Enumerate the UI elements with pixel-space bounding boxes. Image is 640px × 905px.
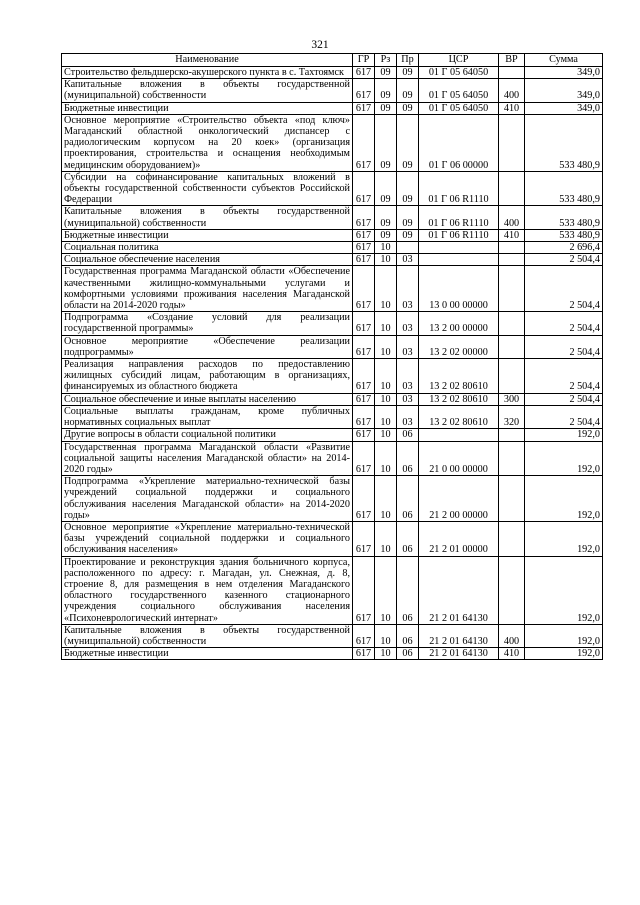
budget-table [61,53,603,660]
cell-csr: 01 Г 05 64050 [419,102,499,114]
cell-sum: 2 504,4 [525,359,603,394]
table-row [62,393,603,405]
table-row [62,624,603,647]
cell-pr: 03 [397,312,419,335]
cell-gr: 617 [353,67,375,79]
cell-sum: 533 480,9 [525,114,603,171]
cell-vr: 320 [499,405,525,428]
cell-name: Государственная программа Магаданской области «Обеспечение качественными жилищно-коммунальными услугами и комфортными условиями проживания населения Магаданской области на 2014-2020 годы» [62,266,353,312]
cell-name: Проектирование и реконструкция здания больничного корпуса, расположенного по адресу: г. Магадан, ул. Снежная, д. 8, строение 8, для размещения в нем отделения Магаданского областного государственного казенного стационарного учреждения социального обслуживания населения «Психоневрологический интернат» [62,556,353,624]
cell-gr: 617 [353,521,375,556]
table-row [62,476,603,522]
cell-pr: 09 [397,171,419,206]
cell-csr: 01 Г 05 64050 [419,79,499,102]
cell-pr: 06 [397,648,419,660]
cell-pr: 09 [397,79,419,102]
cell-csr: 21 2 01 64130 [419,556,499,624]
cell-gr: 617 [353,242,375,254]
cell-sum: 2 504,4 [525,312,603,335]
cell-csr: 21 2 01 64130 [419,648,499,660]
table-row [62,312,603,335]
cell-gr: 617 [353,335,375,358]
cell-sum: 533 480,9 [525,171,603,206]
cell-rz: 09 [375,102,397,114]
cell-gr: 617 [353,171,375,206]
table-row [62,114,603,171]
cell-vr: 400 [499,79,525,102]
cell-vr [499,266,525,312]
cell-vr: 410 [499,102,525,114]
cell-csr: 21 0 00 00000 [419,441,499,476]
cell-rz: 10 [375,335,397,358]
cell-gr: 617 [353,254,375,266]
cell-csr: 01 Г 06 R1110 [419,229,499,241]
cell-csr [419,429,499,441]
cell-name: Основное мероприятие «Обеспечение реализации подпрограммы» [62,335,353,358]
cell-gr: 617 [353,405,375,428]
cell-rz: 10 [375,429,397,441]
cell-rz: 10 [375,556,397,624]
cell-gr: 617 [353,556,375,624]
cell-name: Бюджетные инвестиции [62,648,353,660]
table-row [62,648,603,660]
cell-gr: 617 [353,359,375,394]
cell-name: Капитальные вложения в объекты государственной (муниципальной) собственности [62,206,353,229]
table-row [62,242,603,254]
cell-csr: 01 Г 06 00000 [419,114,499,171]
cell-sum: 533 480,9 [525,206,603,229]
header-name: Наименование [62,54,353,67]
cell-name: Капитальные вложения в объекты государственной (муниципальной) собственности [62,79,353,102]
cell-rz: 10 [375,648,397,660]
cell-sum: 192,0 [525,441,603,476]
cell-gr: 617 [353,229,375,241]
cell-csr [419,254,499,266]
cell-name: Бюджетные инвестиции [62,229,353,241]
cell-vr [499,521,525,556]
cell-rz: 09 [375,114,397,171]
cell-name: Субсидии на софинансирование капитальных вложений в объекты государственной собственности субъектов Российской Федерации [62,171,353,206]
cell-pr: 06 [397,521,419,556]
cell-gr: 617 [353,102,375,114]
cell-vr: 410 [499,229,525,241]
cell-name: Другие вопросы в области социальной политики [62,429,353,441]
cell-vr [499,335,525,358]
cell-rz: 10 [375,254,397,266]
cell-rz: 10 [375,624,397,647]
cell-pr: 09 [397,102,419,114]
table-row [62,429,603,441]
cell-gr: 617 [353,114,375,171]
cell-name: Основное мероприятие «Строительство объекта «под ключ» Магаданский областной онкологический диспансер с радиологическим корпусом на 20 коек» (организация проектирования, строительства и оснащения необходимым медицинским оборудованием)» [62,114,353,171]
cell-sum: 349,0 [525,102,603,114]
cell-name: Социальное обеспечение и иные выплаты населению [62,393,353,405]
cell-name: Реализация направления расходов по предоставлению жилищных субсидий лицам, работающим в организациях, финансируемых из областного бюджета [62,359,353,394]
cell-csr: 13 2 00 00000 [419,312,499,335]
cell-sum: 2 696,4 [525,242,603,254]
cell-name: Строительство фельдшерско-акушерского пункта в с. Тахтоямск [62,67,353,79]
cell-csr: 13 2 02 80610 [419,393,499,405]
cell-rz: 10 [375,521,397,556]
cell-vr [499,441,525,476]
cell-rz: 10 [375,476,397,522]
table-row [62,521,603,556]
cell-pr: 03 [397,393,419,405]
cell-csr: 01 Г 06 R1110 [419,171,499,206]
cell-vr [499,429,525,441]
cell-vr [499,171,525,206]
cell-rz: 09 [375,171,397,206]
header-csr: ЦСР [419,54,499,67]
cell-rz: 09 [375,206,397,229]
cell-rz: 10 [375,266,397,312]
cell-sum: 349,0 [525,79,603,102]
cell-pr [397,242,419,254]
cell-sum: 192,0 [525,521,603,556]
table-row [62,67,603,79]
cell-sum: 192,0 [525,648,603,660]
cell-sum: 2 504,4 [525,254,603,266]
cell-vr [499,556,525,624]
header-pr: Пр [397,54,419,67]
cell-vr: 400 [499,624,525,647]
cell-name: Социальное обеспечение населения [62,254,353,266]
cell-pr: 09 [397,229,419,241]
table-row [62,171,603,206]
cell-pr: 09 [397,114,419,171]
cell-csr: 13 2 02 80610 [419,359,499,394]
cell-name: Бюджетные инвестиции [62,102,353,114]
cell-pr: 06 [397,556,419,624]
cell-vr [499,114,525,171]
cell-vr [499,359,525,394]
cell-rz: 10 [375,441,397,476]
cell-sum: 2 504,4 [525,266,603,312]
cell-rz: 10 [375,242,397,254]
table-row [62,79,603,102]
cell-csr: 13 0 00 00000 [419,266,499,312]
cell-vr: 300 [499,393,525,405]
cell-vr [499,67,525,79]
cell-gr: 617 [353,206,375,229]
cell-pr: 06 [397,441,419,476]
cell-csr: 21 2 01 64130 [419,624,499,647]
cell-csr [419,242,499,254]
cell-name: Государственная программа Магаданской области «Развитие социальной защиты населения Магаданской области» на 2014-2020 годы» [62,441,353,476]
cell-vr [499,242,525,254]
cell-csr: 01 Г 05 64050 [419,67,499,79]
cell-vr [499,254,525,266]
cell-pr: 09 [397,206,419,229]
cell-pr: 03 [397,335,419,358]
cell-vr [499,312,525,335]
table-row [62,441,603,476]
cell-rz: 10 [375,405,397,428]
table-row [62,266,603,312]
cell-csr: 13 2 02 00000 [419,335,499,358]
cell-pr: 06 [397,429,419,441]
cell-vr: 410 [499,648,525,660]
cell-pr: 06 [397,624,419,647]
cell-rz: 10 [375,359,397,394]
cell-name: Основное мероприятие «Укрепление материально-технической базы учреждений социальной поддержки и социального обслуживания населения» [62,521,353,556]
cell-name: Подпрограмма «Создание условий для реализации государственной программы» [62,312,353,335]
cell-sum: 349,0 [525,67,603,79]
cell-rz: 10 [375,312,397,335]
cell-name: Социальная политика [62,242,353,254]
cell-sum: 192,0 [525,429,603,441]
cell-gr: 617 [353,648,375,660]
header-vr: ВР [499,54,525,67]
cell-rz: 09 [375,229,397,241]
cell-gr: 617 [353,624,375,647]
cell-gr: 617 [353,476,375,522]
header-rz: Рз [375,54,397,67]
cell-csr: 21 2 01 00000 [419,521,499,556]
cell-gr: 617 [353,266,375,312]
cell-rz: 09 [375,79,397,102]
page-number: 321 [311,39,329,51]
cell-gr: 617 [353,429,375,441]
cell-gr: 617 [353,312,375,335]
cell-gr: 617 [353,441,375,476]
cell-csr: 01 Г 06 R1110 [419,206,499,229]
table-header-row [62,54,603,67]
cell-sum: 2 504,4 [525,335,603,358]
table-row [62,254,603,266]
table-row [62,359,603,394]
cell-pr: 03 [397,266,419,312]
table-row [62,229,603,241]
cell-csr: 21 2 00 00000 [419,476,499,522]
cell-sum: 2 504,4 [525,405,603,428]
header-sum: Сумма [525,54,603,67]
cell-sum: 192,0 [525,556,603,624]
cell-pr: 03 [397,359,419,394]
cell-pr: 09 [397,67,419,79]
cell-pr: 03 [397,405,419,428]
cell-csr: 13 2 02 80610 [419,405,499,428]
cell-sum: 192,0 [525,476,603,522]
cell-sum: 533 480,9 [525,229,603,241]
cell-name: Капитальные вложения в объекты государственной (муниципальной) собственности [62,624,353,647]
cell-rz: 09 [375,67,397,79]
table-row [62,405,603,428]
cell-name: Социальные выплаты гражданам, кроме публичных нормативных социальных выплат [62,405,353,428]
cell-rz: 10 [375,393,397,405]
table-row [62,102,603,114]
cell-sum: 2 504,4 [525,393,603,405]
table-row [62,556,603,624]
table-row [62,206,603,229]
cell-pr: 06 [397,476,419,522]
cell-gr: 617 [353,79,375,102]
cell-vr [499,476,525,522]
cell-sum: 192,0 [525,624,603,647]
table-row [62,335,603,358]
cell-vr: 400 [499,206,525,229]
header-gr: ГР [353,54,375,67]
cell-gr: 617 [353,393,375,405]
cell-name: Подпрограмма «Укрепление материально-технической базы учреждений социальной поддержки и социального обслуживания населения Магаданской области» на 2014-2020 годы» [62,476,353,522]
cell-pr: 03 [397,254,419,266]
